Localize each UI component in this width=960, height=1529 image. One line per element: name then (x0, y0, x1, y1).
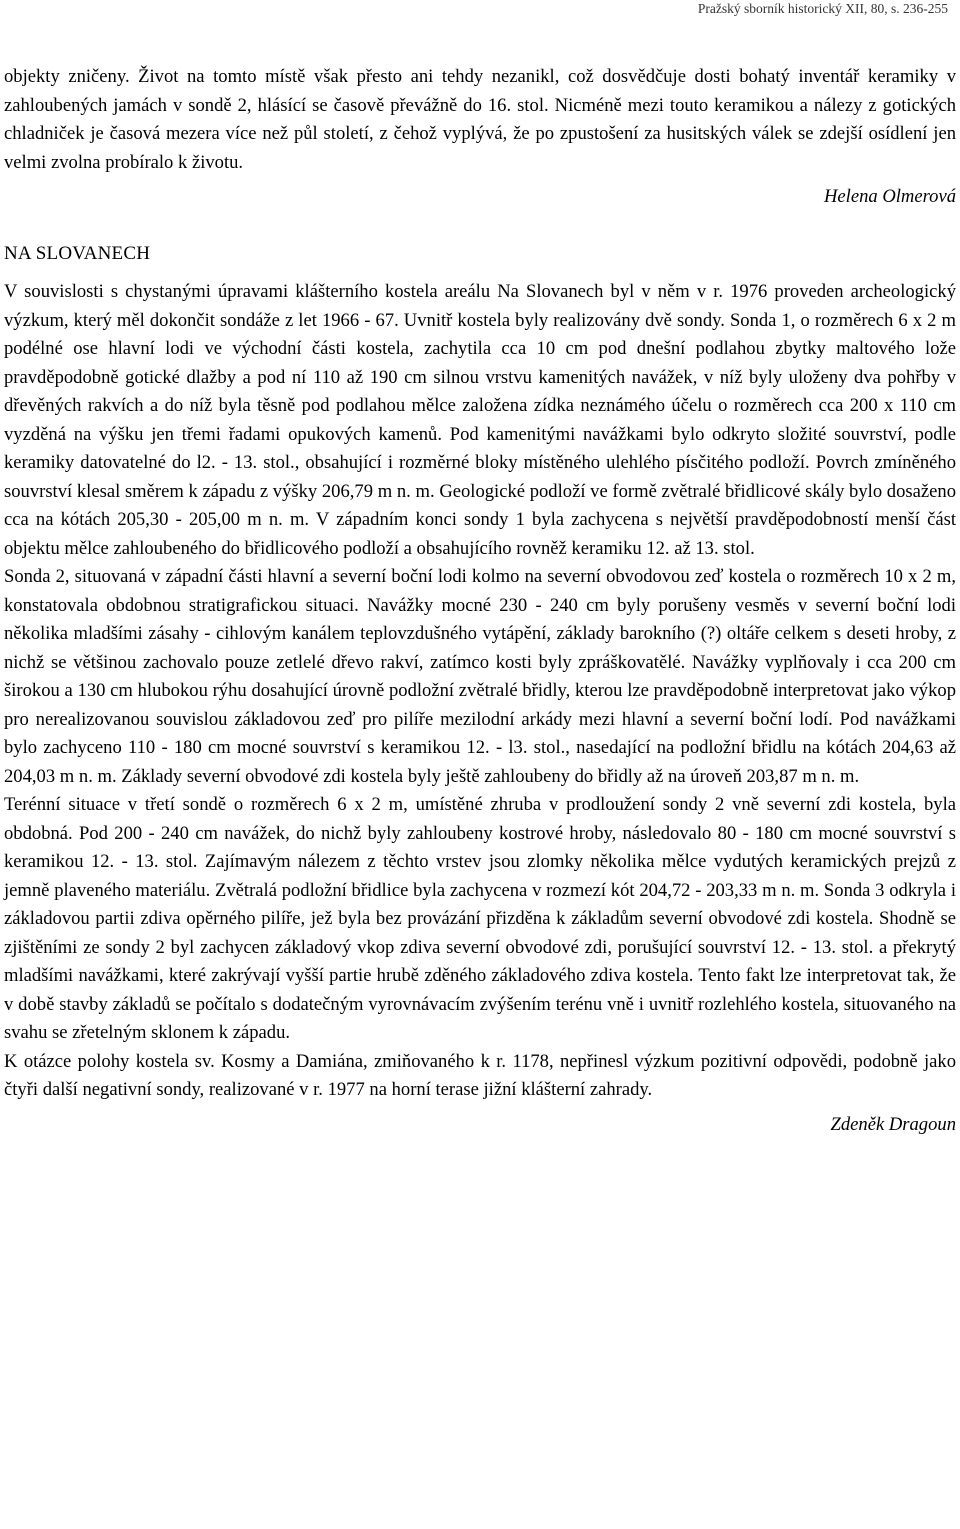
paragraph-sonda-3: Terénní situace v třetí sondě o rozměrech 6 x 2 m, umístěné zhruba v prodloužení sondy 2 vně severní zdi kostela, byla obdobná. Pod 200 - 240 cm navážek, do nichž byly zahloubeny kostrové hroby, následovalo 80 - 180 cm mocné souvrství s keramikou 12. - 13. stol. Zajímavým nálezem z těchto vrstev jsou zlomky několika mělce vydutých keramických prejzů z jemně plaveného materiálu. Zvětralá podložní břidlice byla zachycena v rozmezí kót 204,72 - 203,33 m n. m. Sonda 3 odkryla i základovou partii zdiva opěrného pilíře, jež byla bez provázání přizděna k základům severní obvodové zdi kostela. Shodně se zjištěními ze sondy 2 byl zachycen základový vkop zdiva severní obvodové zdi, porušující souvrství 12. - 13. stol. a překrytý mladšími navážkami, které zakrývají vyšší partie hrubě zděného základového zdiva kostela. Tento fakt lze interpretovat tak, že v době stavby základů se počítalo s dodatečným vyrovnávacím zvýšením terénu vně i uvnitř rozlehlého kostela, situovaného na svahu se zřetelným sklonem k západu. (4, 794, 956, 1043)
article-body (4, 63, 956, 1139)
paragraph-previous-section: objekty zničeny. Život na tomto místě však přesto ani tehdy nezanikl, což dosvědčuje dosti bohatý inventář keramiky v zahloubených jamách v sondě 2, hlásící se časově převážně do 16. stol. Nicméně mezi touto keramikou a nálezy z gotických chladniček je časová mezera více než půl století, z čehož vyplývá, že po zpustošení za husitských válek se zdejší osídlení jen velmi zvolna probíralo k životu. (4, 66, 956, 173)
author-signature-dragoun: Zdeněk Dragoun (830, 1113, 956, 1135)
paragraph-sonda-1: V souvislosti s chystanými úpravami klášterního kostela areálu Na Slovanech byl v něm v r. 1976 proveden archeologický výzkum, který měl dokončit sondáže z let 1966 - 67. Uvnitř kostela byly realizovány dvě sondy. Sonda 1, o rozměrech 6 x 2 m podélné ose hlavní lodi ve východní části kostela, zachytila cca 10 cm pod dnešní podlahou zbytky maltového lože pravděpodobně gotické dlažby a pod ní 110 až 190 cm silnou vrstvu kamenitých navážek, v níž byly uloženy dva pohřby v dřevěných rakvích a do níž byla těsně pod podlahou mělce založena zídka neznámého účelu o rozměrech cca 200 x 110 cm vyzděná na výšku jen třemi řadami opukových kamenů. Pod kamenitými navážkami bylo odkryto složité souvrství, podle keramiky datovatelné do l2. - 13. stol., obsahující i rozměrné bloky místěného ulehlého písčitého podloží. Povrch zmíněného souvrství klesal směrem k západu z výšky 206,79 m n. m. Geologické podloží ve formě zvětralé břidlicové skály bylo dosaženo cca na kótách 205,30 - 205,00 m n. m. V západním konci sondy 1 byla zachycena s největší pravděpodobností menší část objektu mělce zahloubeného do břidlicového podloží a obsahujícího rovněž keramiku 12. až 13. stol. (4, 281, 956, 559)
author-signature-olmerova: Helena Olmerová (823, 186, 956, 207)
paragraph-conclusion: K otázce polohy kostela sv. Kosmy a Damiána, zmiňovaného k r. 1178, nepřinesl výzkum pozitivní odpovědi, podobně jako čtyři další negativní sondy, realizované v r. 1977 na horní terase jižní klášterní zahrady. (4, 1050, 956, 1100)
running-header: Pražský sborník historický XII, 80, s. 236-255 (697, 1, 948, 16)
section-heading: NA SLOVANECH (4, 242, 151, 264)
paragraph-sonda-2: Sonda 2, situovaná v západní části hlavní a severní boční lodi kolmo na severní obvodovou zeď kostela o rozměrech 10 x 2 m, konstatovala obdobnou stratigrafickou situaci. Navážky mocné 230 - 240 cm byly porušeny vesměs v severní boční lodi několika mladšími zásahy - cihlovým kanálem teplovzdušného vytápění, základy barokního (?) oltáře celkem s deseti hroby, z nichž se většinou zachovalo pouze zetlelé dřevo rakví, zatímco kosti byly zpráškovatělé. Navážky vyplňovaly i cca 200 cm širokou a 130 cm hlubokou rýhu dosahující úrovně podložní zvětralé břidly, kterou lze pravděpodobně interpretovat jako výkop pro nerealizovanou souvislou základovou zeď pro pilíře mezilodní arkády mezi hlavní a severní boční lodí. Pod navážkami bylo zachyceno 110 - 180 cm mocné souvrství s keramikou 12. - l3. stol., nasedající na podložní břidlu na kótách 204,63 až 204,03 m n. m. Základy severní obvodové zdi kostela byly ještě zahloubeny do břidly až na úroveň 203,87 m n. m. (4, 566, 956, 787)
